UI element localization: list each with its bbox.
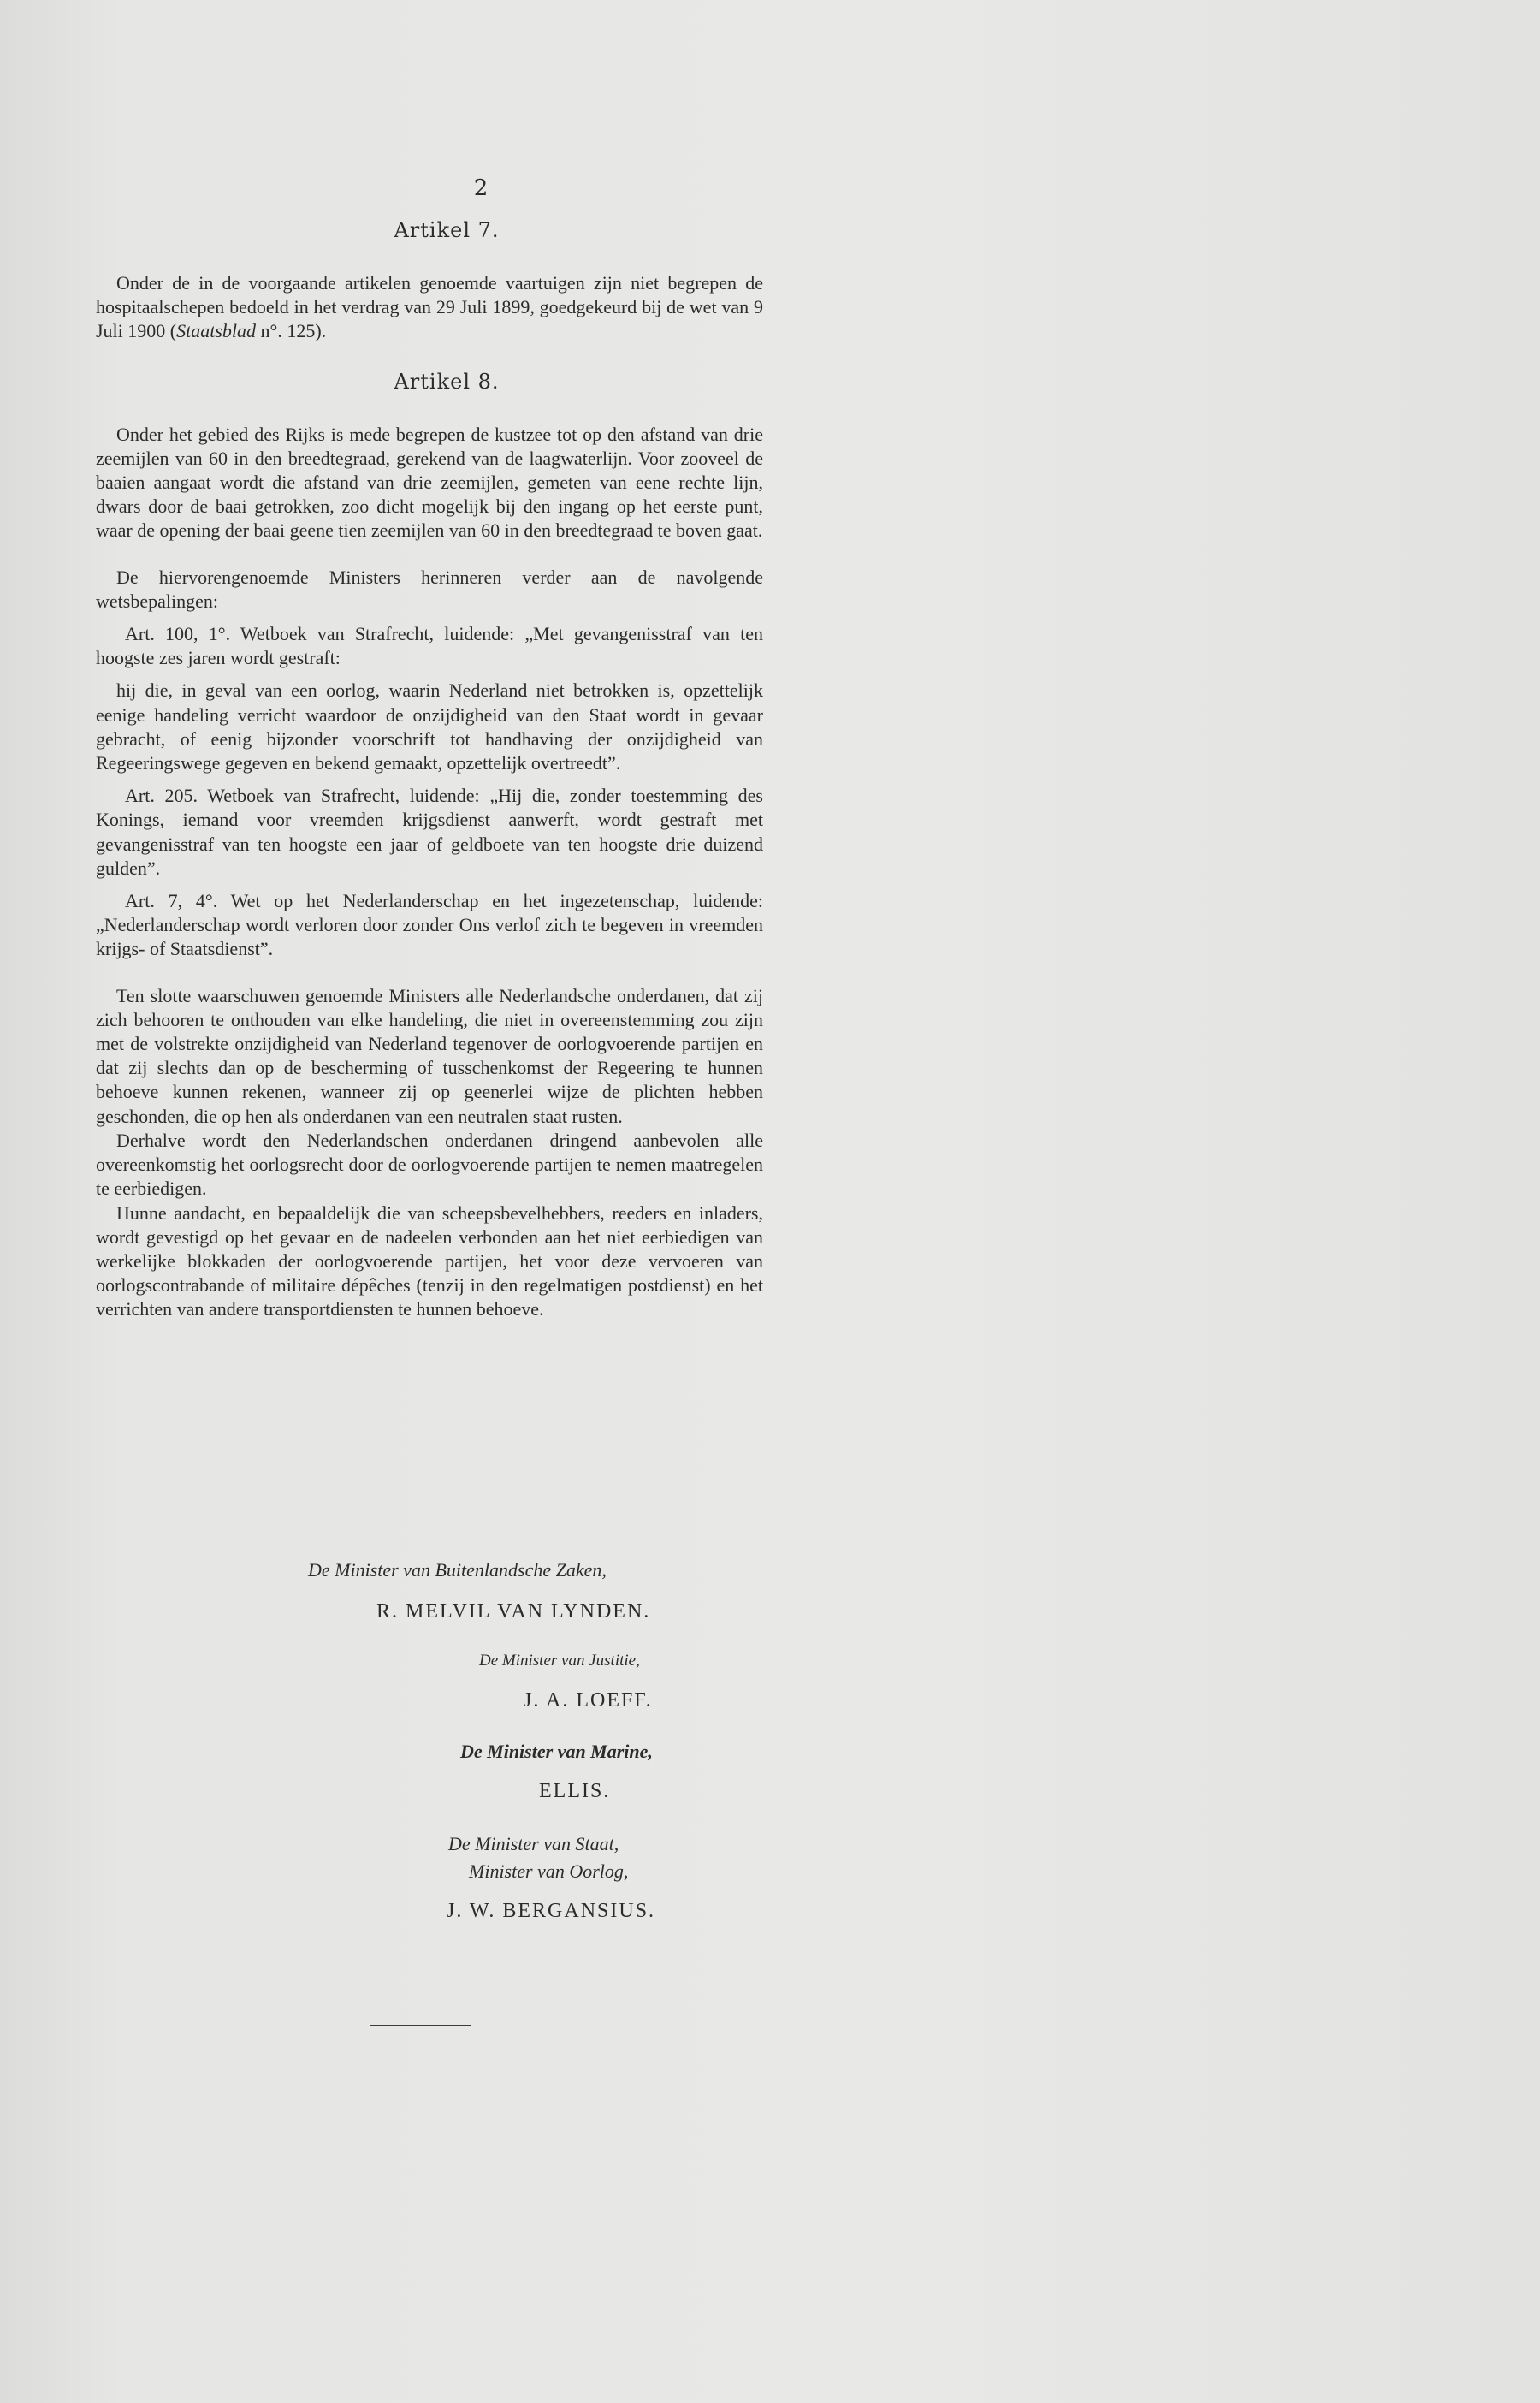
attention-paragraph: Hunne aandacht, en bepaaldelijk die van scheepsbevelhebbers, reeders en inladers, wordt gevestigd op het gevaar en de nadeelen verbonden aan het niet eerbiedigen van werkelijke blokkaden der oorlogvoerende partijen, het voor deze vervoeren van oorlogscontrabande of militaire dépêches (tenzij in den regelmatigen postdienst) en het verrichten van andere transportdiensten te hunnen behoeve.: [96, 1202, 763, 1320]
page-number: 2: [473, 175, 489, 201]
justice-minister-name: J. A. LOEFF.: [524, 1689, 653, 1712]
article-8-text: Onder het gebied des Rijks is mede begrepen de kustzee tot op den afstand van drie zeemijlen van 60 in den breedtegraad, gerekend van de laagwaterlijn. Voor zooveel de baaien aangaat wordt die afstand van drie zeemijlen, gemeten van eene rechte lijn, dwars door de baai getrokken, zoo dicht mogelijk bij den ingang op het eerste punt, waar de opening der baai geene tien zeemijlen van 60 in den breedtegraad te boven gaat.: [96, 423, 763, 542]
art-100-paragraph: Art. 100, 1°. Wetboek van Strafrecht, luidende: „Met gevangenisstraf van ten hoogste zes jaren wordt gestraft:: [96, 623, 763, 669]
justice-minister-title: De Minister van Justitie,: [479, 1652, 640, 1670]
art-100-quote-paragraph: hij die, in geval van een oorlog, waarin Nederland niet betrokken is, opzettelijk eenige handeling verricht waardoor de onzijdigheid van den Staat wordt in gevaar gebracht, of eenig bijzonder voorschrift tot handhaving der onzijdigheid van Regeeringswege gegeven en bekend gemaakt, opzettelijk overtreedt”.: [96, 679, 763, 774]
advice-paragraph: Derhalve wordt den Nederlandschen onderdanen dringend aanbevolen alle overeenkomstig het oorlogsrecht door de oorlogvoerende partijen te nemen maatregelen te eerbiedigen.: [96, 1129, 763, 1200]
navy-minister-name: ELLIS.: [539, 1780, 611, 1802]
war-minister-name: J. W. BERGANSIUS.: [447, 1900, 656, 1922]
closing-rule: [370, 2025, 471, 2026]
staatsblad-reference: Staatsblad: [176, 320, 257, 342]
warning-paragraph: Ten slotte waarschuwen genoemde Ministers alle Nederlandsche onderdanen, dat zij zich behooren te onthouden van elke handeling, die niet in overeenstemming zou zijn met de volstrekte onzijdigheid van Nederland tegenover de oorlogvoerende partijen en dat zij slechts dan op de bescherming of tusschenkomst der Regeering te hunnen behoeve kunnen rekenen, wanneer zij op geenerlei wijze de plichten hebben geschonden, die op hen als onderdanen van een neutralen staat rusten.: [96, 984, 763, 1127]
foreign-minister-name: R. MELVIL VAN LYNDEN.: [376, 1600, 651, 1623]
article-7-text: Onder de in de voorgaande artikelen genoemde vaartuigen zijn niet begrepen de hospitaalschepen bedoeld in het verdrag van 29 Juli 1899, goedgekeurd bij de wet van 9 Juli 1900 (Staatsblad n°. 125).: [96, 272, 763, 342]
art-205-paragraph: Art. 205. Wetboek van Strafrecht, luidende: „Hij die, zonder toestemming des Konings, iemand voor vreemden krijgsdienst aanwerft, wordt gestraft met gevangenisstraf van ten hoogste een jaar of geldboete van ten hoogste drie duizend gulden”.: [96, 785, 763, 879]
war-minister-title: Minister van Oorlog,: [469, 1860, 629, 1882]
article-7-heading: Artikel 7.: [394, 218, 500, 242]
art-7-4-paragraph: Art. 7, 4°. Wet op het Nederlanderschap en het ingezetenschap, luidende: „Nederlanderschap wordt verloren door zonder Ons verlof zich te begeven in vreemden krijgs- of Staatsdienst”.: [96, 890, 763, 960]
text-column: [96, 175, 763, 1322]
state-minister-title: De Minister van Staat,: [448, 1833, 619, 1854]
article-8-heading: Artikel 8.: [394, 369, 500, 394]
foreign-minister-title: De Minister van Buitenlandsche Zaken,: [308, 1559, 607, 1581]
navy-minister-title: De Minister van Marine,: [460, 1741, 653, 1762]
intro-paragraph: De hiervorengenoemde Ministers herinneren verder aan de navolgende wetsbepalingen:: [96, 566, 763, 612]
